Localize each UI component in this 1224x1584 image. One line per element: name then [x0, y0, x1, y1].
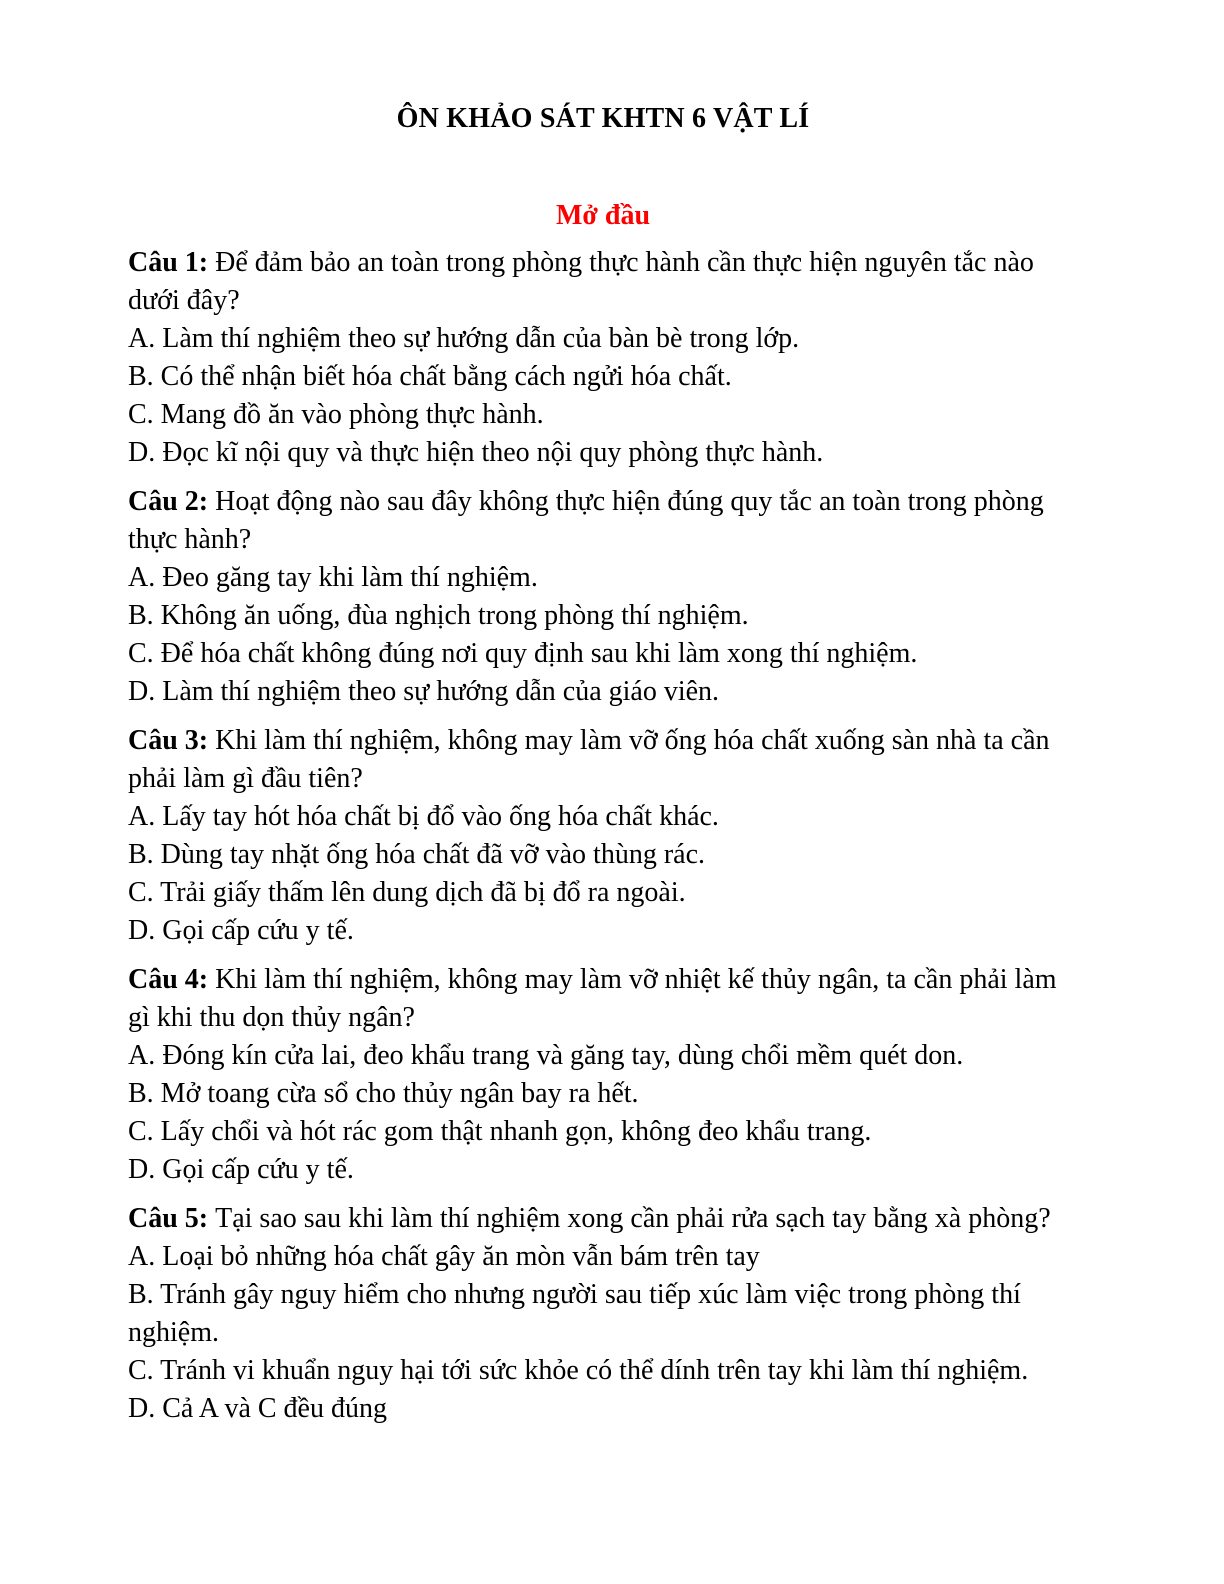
- question-3-option-c: C. Trải giấy thấm lên dung dịch đã bị đổ ra ngoài.: [128, 877, 686, 908]
- question-1-stem: [128, 244, 1078, 320]
- question-5-label: Câu 5:: [128, 1203, 209, 1234]
- question-3-option-b: B. Dùng tay nhặt ống hóa chất đã vỡ vào thùng rác.: [128, 839, 705, 870]
- question-3-stem: [128, 722, 1078, 798]
- question-4-label: Câu 4:: [128, 964, 209, 995]
- question-5-option-c: C. Tránh vi khuẩn nguy hại tới sức khỏe có thể dính trên tay khi làm thí nghiệm.: [128, 1355, 1029, 1386]
- question-1-option-c: C. Mang đồ ăn vào phòng thực hành.: [128, 399, 544, 430]
- question-2: [128, 483, 1078, 711]
- question-2-label: Câu 2:: [128, 486, 209, 517]
- question-2-option-d: D. Làm thí nghiệm theo sự hướng dẫn của giáo viên.: [128, 676, 720, 707]
- question-1-option-a: A. Làm thí nghiệm theo sự hướng dẫn của bàn bè trong lớp.: [128, 323, 800, 354]
- question-4-text: Khi làm thí nghiệm, không may làm vỡ nhiệt kế thủy ngân, ta cần phải làm gì khi thu dọn thủy ngân?: [128, 964, 1057, 1033]
- question-3-label: Câu 3:: [128, 725, 209, 756]
- question-5-stem: [128, 1200, 1078, 1238]
- question-5-option-d: D. Cả A và C đều đúng: [128, 1393, 387, 1424]
- section-heading: Mở đầu: [555, 200, 651, 231]
- question-3-text: Khi làm thí nghiệm, không may làm vỡ ống hóa chất xuống sàn nhà ta cần phải làm gì đầu tiên?: [128, 725, 1050, 794]
- question-1: [128, 244, 1078, 472]
- question-3: [128, 722, 1078, 950]
- question-1-option-d: D. Đọc kĩ nội quy và thực hiện theo nội quy phòng thực hành.: [128, 437, 824, 468]
- question-4-option-a: A. Đóng kín cửa lai, đeo khẩu trang và găng tay, dùng chổi mềm quét don.: [128, 1040, 964, 1071]
- document-title: ÔN KHẢO SÁT KHTN 6 VẬT LÍ: [396, 103, 810, 134]
- question-2-option-a: A. Đeo găng tay khi làm thí nghiệm.: [128, 562, 538, 593]
- question-4-stem: [128, 961, 1078, 1037]
- question-5-option-b: B. Tránh gây nguy hiểm cho nhưng người sau tiếp xúc làm việc trong phòng thí nghiệm.: [128, 1279, 1021, 1348]
- question-5: [128, 1200, 1078, 1428]
- question-5-option-a: A. Loại bỏ những hóa chất gây ăn mòn vẫn bám trên tay: [128, 1241, 760, 1272]
- question-3-option-d: D. Gọi cấp cứu y tế.: [128, 915, 354, 946]
- question-1-label: Câu 1:: [128, 247, 209, 278]
- question-2-option-c: C. Để hóa chất không đúng nơi quy định sau khi làm xong thí nghiệm.: [128, 638, 918, 669]
- question-4: [128, 961, 1078, 1189]
- question-4-option-c: C. Lấy chổi và hót rác gom thật nhanh gọn, không đeo khẩu trang.: [128, 1116, 872, 1147]
- question-1-option-b: B. Có thể nhận biết hóa chất bằng cách ngửi hóa chất.: [128, 361, 732, 392]
- question-2-text: Hoạt động nào sau đây không thực hiện đúng quy tắc an toàn trong phòng thực hành?: [128, 486, 1044, 555]
- question-2-option-b: B. Không ăn uống, đùa nghịch trong phòng thí nghiệm.: [128, 600, 749, 631]
- question-2-stem: [128, 483, 1078, 559]
- question-5-text: Tại sao sau khi làm thí nghiệm xong cần phải rửa sạch tay bằng xà phòng?: [215, 1203, 1051, 1234]
- question-3-option-a: A. Lấy tay hót hóa chất bị đổ vào ống hóa chất khác.: [128, 801, 719, 832]
- question-4-option-b: B. Mở toang cừa sổ cho thủy ngân bay ra hết.: [128, 1078, 639, 1109]
- question-1-text: Để đảm bảo an toàn trong phòng thực hành cần thực hiện nguyên tắc nào dưới đây?: [128, 247, 1034, 316]
- question-4-option-d: D. Gọi cấp cứu y tế.: [128, 1154, 354, 1185]
